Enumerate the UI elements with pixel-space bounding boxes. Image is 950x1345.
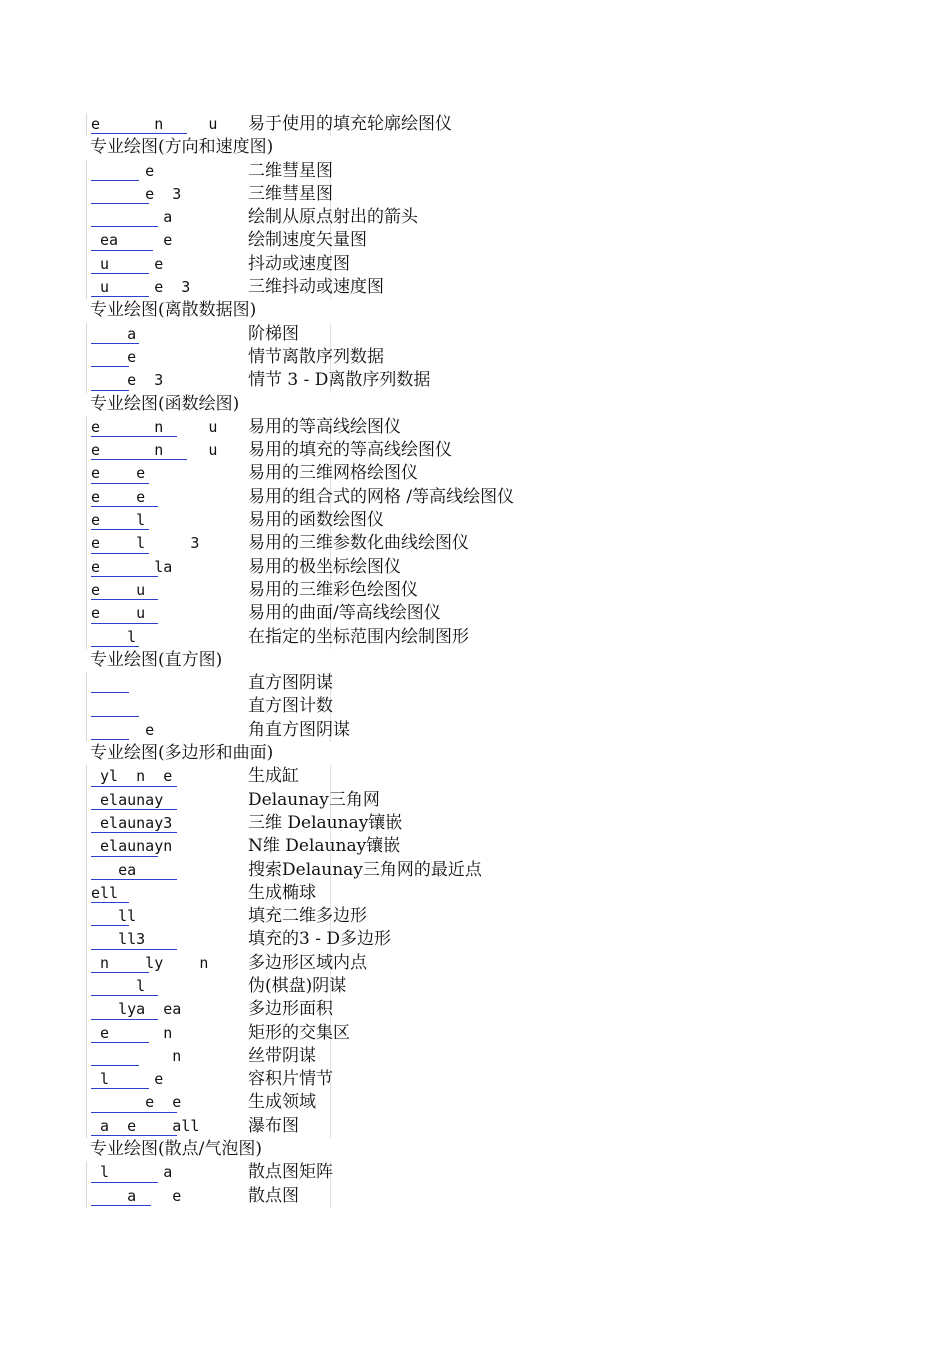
table-row [87,556,646,579]
function-name-link[interactable]: a e all [91,1115,199,1138]
table-row [87,229,646,252]
function-description: 三维彗星图 [248,183,333,204]
function-description: 情节离散序列数据 [248,346,384,367]
function-name-link[interactable]: l e [91,1068,163,1091]
section-title: 专业绘图(直方图) [90,649,223,670]
table-row [87,626,646,649]
function-description: 生成缸 [248,766,299,787]
function-name-link[interactable]: n ly n [91,952,208,975]
function-name-link[interactable]: ea e [91,229,172,252]
function-name-link[interactable]: a e [91,1185,181,1208]
table-row [87,998,646,1021]
table-row [87,975,646,998]
document-body [86,113,646,1208]
section-title: 专业绘图(函数绘图) [90,393,240,414]
function-description: 散点图矩阵 [248,1162,333,1183]
function-name-link[interactable]: a [91,323,136,346]
function-name-link[interactable]: e n u [91,439,217,462]
column-divider [330,1045,331,1068]
function-name-link[interactable]: e l [91,509,145,532]
function-description: 易用的曲面/等高线绘图仪 [248,603,441,624]
function-description: 瀑布图 [248,1115,299,1136]
function-description: 容积片情节 [248,1069,333,1090]
function-description: 直方图阴谋 [248,673,333,694]
function-description: 易用的组合式的网格 /等高线绘图仪 [248,486,515,507]
table-row [87,1185,646,1208]
function-description: N维 Delaunay镶嵌 [248,836,401,857]
function-name-link[interactable]: u e 3 [91,276,190,299]
function-description: 易用的极坐标绘图仪 [248,556,401,577]
section-title: 专业绘图(方向和速度图) [90,137,274,158]
function-description: 散点图 [248,1185,299,1206]
function-name-link[interactable]: ell [91,882,118,905]
function-description: 抖动或速度图 [248,253,350,274]
table-row [87,486,646,509]
column-divider [330,765,331,788]
column-divider [330,1115,331,1138]
function-description: 丝带阴谋 [248,1045,316,1066]
table-row [87,672,646,695]
column-divider [330,323,331,346]
function-name-link[interactable]: e n [91,1022,172,1045]
function-description: 绘制从原点射出的箭头 [248,207,418,228]
function-description: 三维 Delaunay镶嵌 [248,812,403,833]
function-name-link[interactable]: l [91,975,145,998]
function-name-link[interactable]: ll3 [91,928,145,951]
function-description: 三维抖动或速度图 [248,277,384,298]
function-name-link[interactable]: e e [91,486,145,509]
table-row [87,882,646,905]
function-table [86,1161,646,1208]
table-row [87,602,646,625]
function-name-link[interactable]: elaunayn [91,835,172,858]
function-name-link[interactable]: e e [91,1091,181,1114]
function-name-link[interactable]: e e [91,462,145,485]
table-row [87,905,646,928]
function-name-link[interactable]: l [91,626,136,649]
function-description: 直方图计数 [248,696,333,717]
section-title: 专业绘图(离散数据图) [90,300,257,321]
table-row [87,835,646,858]
table-row [87,323,646,346]
function-name-link[interactable]: e la [91,556,172,579]
table-row [87,859,646,882]
function-name-link[interactable]: e [91,160,154,183]
function-description: 易用的函数绘图仪 [248,510,384,531]
function-name-link[interactable]: elaunay3 [91,812,172,835]
table-row [87,928,646,951]
section-title: 专业绘图(多边形和曲面) [90,743,274,764]
table-row [87,206,646,229]
function-name-link[interactable]: e 3 [91,183,181,206]
table-row [87,579,646,602]
table-row [87,276,646,299]
function-description: 易用的填充的等高线绘图仪 [248,440,452,461]
function-name-link[interactable]: e u [91,602,145,625]
function-description: 阶梯图 [248,323,299,344]
function-description: 生成椭球 [248,882,316,903]
table-row [87,416,646,439]
table-row [87,695,646,718]
function-description: 情节 3 - D离散序列数据 [248,370,431,391]
function-name-link[interactable]: e n u [91,113,217,136]
column-divider [330,1185,331,1208]
function-name-link[interactable]: e u [91,579,145,602]
function-description: 在指定的坐标范围内绘制图形 [248,626,469,647]
function-name-link[interactable]: e n u [91,416,217,439]
function-description: 填充二维多边形 [248,906,367,927]
function-description: 易用的三维彩色绘图仪 [248,579,418,600]
table-row [87,789,646,812]
function-description: 易用的三维参数化曲线绘图仪 [248,533,469,554]
function-description: 多边形面积 [248,999,333,1020]
function-name-link[interactable]: elaunay [91,789,163,812]
function-description: Delaunay三角网 [248,789,380,810]
function-description: 二维彗星图 [248,160,333,181]
table-row [87,1022,646,1045]
table-row [87,1115,646,1138]
function-name-link[interactable]: u e [91,253,163,276]
table-row [87,509,646,532]
table-row [87,160,646,183]
table-row [87,1161,646,1184]
table-row [87,346,646,369]
table-row [87,369,646,392]
table-row [87,812,646,835]
function-description: 伪(棋盘)阴谋 [248,975,347,996]
table-row [87,1045,646,1068]
function-description: 搜索Delaunay三角网的最近点 [248,859,482,880]
function-name-link[interactable]: e 3 [91,369,163,392]
section-title: 专业绘图(散点/气泡图) [90,1139,262,1160]
table-row [87,952,646,975]
function-description: 易用的三维网格绘图仪 [248,463,418,484]
function-description: 易用的等高线绘图仪 [248,416,401,437]
function-name-link[interactable]: l a [91,1161,172,1184]
column-divider [330,882,331,905]
function-name-link[interactable]: e [91,719,154,742]
table-row [87,1091,646,1114]
function-description: 易于使用的填充轮廓绘图仪 [248,114,452,134]
table-row [87,253,646,276]
table-row [87,183,646,206]
function-name-link[interactable]: a [91,206,172,229]
function-table [86,416,646,649]
function-description: 绘制速度矢量图 [248,230,367,251]
function-table [86,113,646,136]
function-name-link[interactable]: ea [91,859,136,882]
table-row [87,113,646,136]
table-row [87,439,646,462]
function-description: 矩形的交集区 [248,1022,350,1043]
table-row [87,719,646,742]
table-row [87,765,646,788]
table-row [87,462,646,485]
function-name-link[interactable]: e l 3 [91,532,199,555]
function-table [86,160,646,300]
function-table [86,323,646,393]
function-name-link[interactable]: lya ea [91,998,181,1021]
function-table [86,672,646,742]
function-table [86,765,646,1138]
table-row [87,532,646,555]
column-divider [330,1091,331,1114]
function-description: 角直方图阴谋 [248,719,350,740]
function-description: 填充的3 - D多边形 [248,929,391,950]
function-description: 多边形区域内点 [248,952,367,973]
function-description: 生成领域 [248,1092,316,1113]
function-name-link[interactable]: ll [91,905,136,928]
function-name-link[interactable]: yl n e [91,765,172,788]
function-name-link[interactable]: n [91,1045,181,1068]
table-row [87,1068,646,1091]
function-name-link[interactable]: e [91,346,136,369]
